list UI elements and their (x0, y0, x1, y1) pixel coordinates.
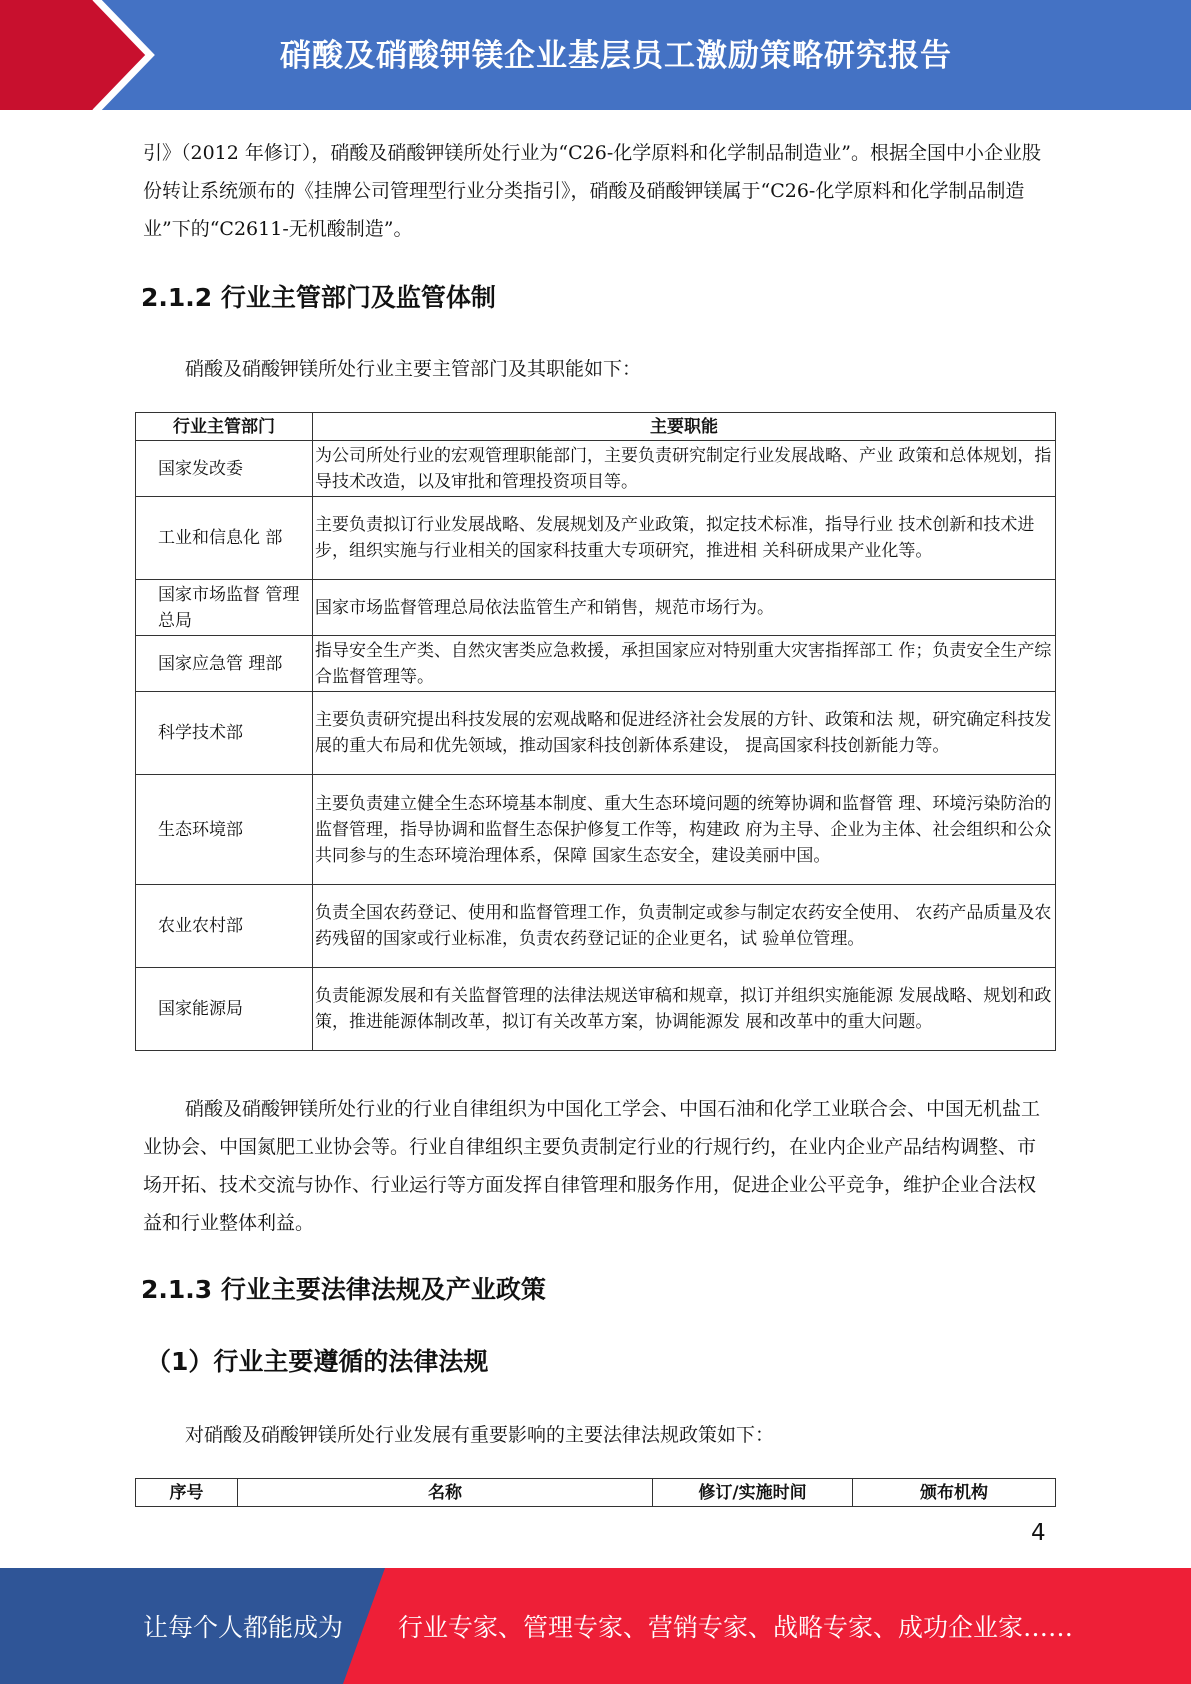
column-header-index: 序号 (136, 1479, 238, 1507)
duty-cell: 主要负责建立健全生态环境基本制度、重大生态环境问题的统筹协调和监督管 理、环境污染防治的监督管理，指导协调和监督生态保护修复工作等，构建政 府为主导、企业为主体、社会组织和公众共同参与的生态环境治理体系，保障 国家生态安全，建设美丽中国。 (313, 775, 1056, 885)
section-2-1-3-lead: 对硝酸及硝酸钾镁所处行业发展有重要影响的主要法律法规政策如下： (185, 1424, 775, 1446)
page-header (0, 0, 1191, 110)
department-cell: 科学技术部 (136, 692, 313, 775)
duty-cell: 国家市场监督管理总局依法监管生产和销售，规范市场行为。 (313, 580, 1056, 636)
table-row (136, 497, 1056, 580)
column-header-department: 行业主管部门 (136, 413, 313, 441)
intro-paragraph: 引》（2012 年修订），硝酸及硝酸钾镁所处行业为“C26-化学原料和化学制品制造业”。根据全国中小企业股份转让系统颁布的《挂牌公司管理型行业分类指引》，硝酸及硝酸钾镁属于“C26-化学原料和化学制品制造业”下的“C2611-无机酸制造”。 (143, 142, 1041, 240)
department-cell: 国家发改委 (136, 441, 313, 497)
footer-slogan-right: 行业专家、管理专家、营销专家、战略专家、成功企业家…… (398, 1613, 1074, 1642)
department-cell: 国家应急管 理部 (136, 636, 313, 692)
self-regulation-paragraph: 硝酸及硝酸钾镁所处行业的行业自律组织为中国化工学会、中国石油和化学工业联合会、中国无机盐工业协会、中国氮肥工业协会等。行业自律组织主要负责制定行业的行规行约，在业内企业产品结构调整、市场开拓、技术交流与协作、行业运行等方面发挥自律管理和服务作用，促进企业公平竞争，维护企业合法权益和行业整体利益。 (143, 1098, 1041, 1234)
table-row (136, 692, 1056, 775)
departments-table (135, 412, 1056, 1051)
department-cell: 农业农村部 (136, 885, 313, 968)
section-2-1-2-lead: 硝酸及硝酸钾镁所处行业主要主管部门及其职能如下： (185, 358, 642, 380)
duty-cell: 指导安全生产类、自然灾害类应急救援，承担国家应对特别重大灾害指挥部工 作；负责安全生产综合监督管理等。 (313, 636, 1056, 692)
column-header-name: 名称 (238, 1479, 653, 1507)
section-heading-2-1-2: 2.1.2 行业主管部门及监管体制 (141, 283, 496, 312)
page-number: 4 (1031, 1520, 1046, 1546)
page-footer (0, 1568, 1191, 1684)
header-title: 硝酸及硝酸钾镁企业基层员工激励策略研究报告 (280, 38, 952, 74)
duty-cell: 为公司所处行业的宏观管理职能部门，主要负责研究制定行业发展战略、产业 政策和总体规划，指导技术改造，以及审批和管理投资项目等。 (313, 441, 1056, 497)
table-row (136, 885, 1056, 968)
column-header-duty: 主要职能 (313, 413, 1056, 441)
table-row (136, 636, 1056, 692)
laws-table-header-row (136, 1479, 1056, 1507)
column-header-date: 修订/实施时间 (653, 1479, 853, 1507)
table-row (136, 775, 1056, 885)
departments-table-header-row (136, 413, 1056, 441)
table-row (136, 968, 1056, 1051)
footer-slogan-left: 让每个人都能成为 (143, 1613, 344, 1642)
duty-cell: 负责能源发展和有关监督管理的法律法规送审稿和规章，拟订并组织实施能源 发展战略、规划和政策，推进能源体制改革，拟订有关改革方案，协调能源发 展和改革中的重大问题。 (313, 968, 1056, 1051)
department-cell: 国家市场监督 管理总局 (136, 580, 313, 636)
column-header-issuer: 颁布机构 (853, 1479, 1056, 1507)
section-heading-2-1-3: 2.1.3 行业主要法律法规及产业政策 (141, 1275, 546, 1304)
laws-table (135, 1478, 1056, 1507)
sub-heading-laws: （1）行业主要遵循的法律法规 (146, 1347, 489, 1376)
department-cell: 工业和信息化 部 (136, 497, 313, 580)
department-cell: 生态环境部 (136, 775, 313, 885)
department-cell: 国家能源局 (136, 968, 313, 1051)
duty-cell: 负责全国农药登记、使用和监督管理工作，负责制定或参与制定农药安全使用、 农药产品质量及农药残留的国家或行业标准，负责农药登记证的企业更名，试 验单位管理。 (313, 885, 1056, 968)
header-red-chevron (0, 0, 160, 110)
table-row (136, 580, 1056, 636)
table-row (136, 441, 1056, 497)
duty-cell: 主要负责拟订行业发展战略、发展规划及产业政策，拟定技术标准，指导行业 技术创新和技术进步，组织实施与行业相关的国家科技重大专项研究，推进相 关科研成果产业化等。 (313, 497, 1056, 580)
duty-cell: 主要负责研究提出科技发展的宏观战略和促进经济社会发展的方针、政策和法 规，研究确定科技发展的重大布局和优先领域，推动国家科技创新体系建设， 提高国家科技创新能力等。 (313, 692, 1056, 775)
